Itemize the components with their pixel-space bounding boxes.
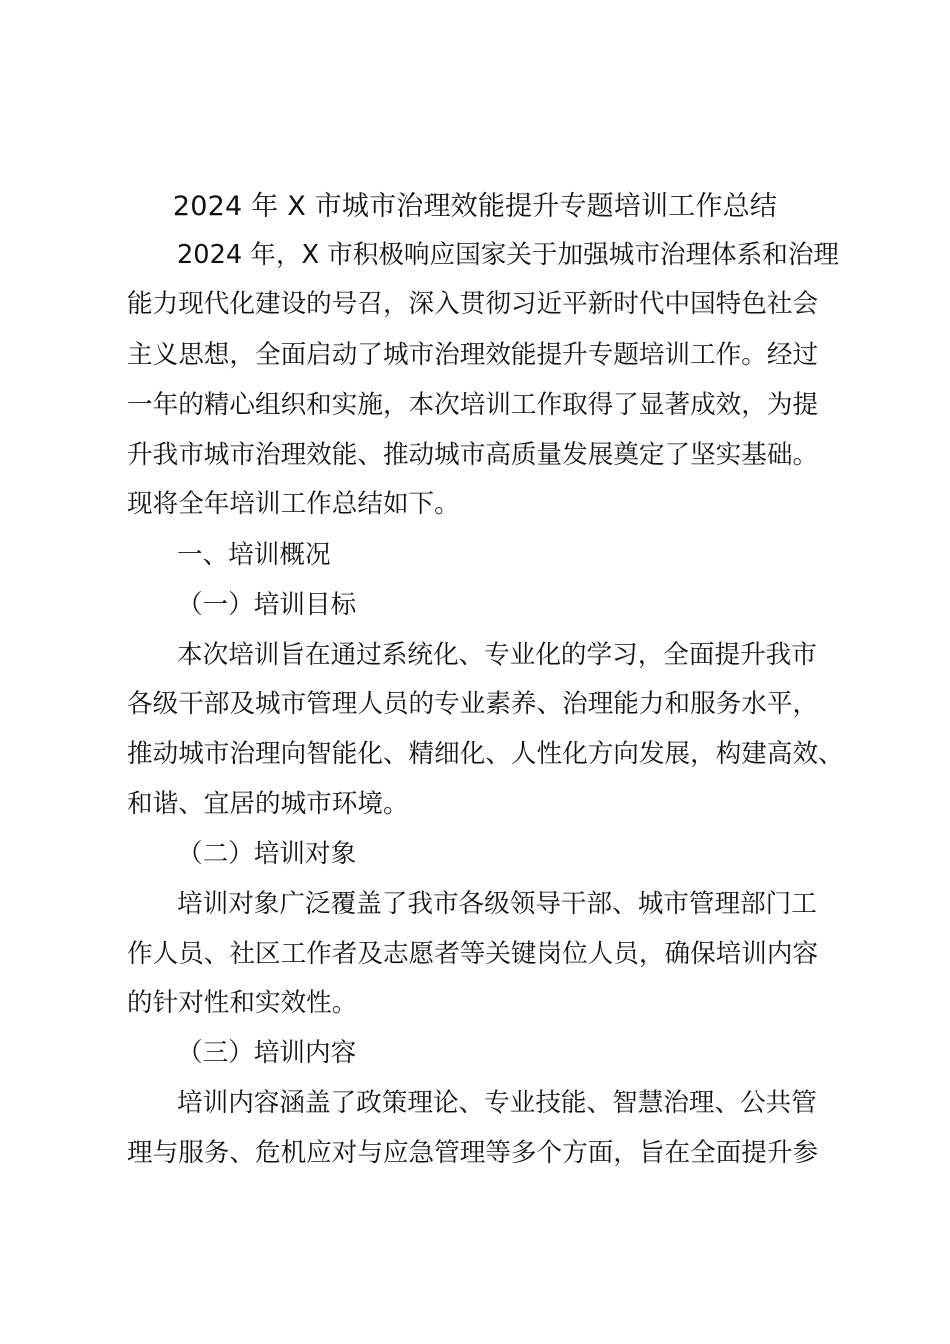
subsection-heading-goal: （一）培训目标 [177,590,357,620]
goal-line-3: 推动城市治理向智能化、精细化、人性化方向发展，构建高效、 [127,739,844,769]
target-line-1: 培训对象广泛覆盖了我市各级领导干部、城市管理部门工 [177,889,817,919]
content-line-1: 培训内容涵盖了政策理论、专业技能、智慧治理、公共管 [177,1088,817,1118]
subsection-heading-content: （三）培训内容 [177,1038,357,1068]
intro-line-5: 升我市城市治理效能、推动城市高质量发展奠定了坚实基础。 [127,440,819,470]
goal-line-4: 和谐、宜居的城市环境。 [127,789,409,819]
document-title: 2024 年 X 市城市治理效能提升专题培训工作总结 [172,191,778,222]
intro-line-2: 能力现代化建设的号召，深入贯彻习近平新时代中国特色社会 [127,289,819,319]
content-line-2: 理与服务、危机应对与应急管理等多个方面，旨在全面提升参 [127,1138,819,1168]
intro-line-4: 一年的精心组织和实施，本次培训工作取得了显著成效，为提 [127,390,819,420]
target-line-3: 的针对性和实效性。 [127,988,358,1018]
goal-line-2: 各级干部及城市管理人员的专业素养、治理能力和服务水平， [127,689,819,719]
intro-line-1: 2024 年，X 市积极响应国家关于加强城市治理体系和治理 [177,240,840,270]
target-line-2: 作人员、社区工作者及志愿者等关键岗位人员，确保培训内容 [127,939,819,969]
intro-line-6: 现将全年培训工作总结如下。 [127,489,460,519]
section-heading-1: 一、培训概况 [177,540,331,570]
subsection-heading-target: （二）培训对象 [177,839,357,869]
goal-line-1: 本次培训旨在通过系统化、专业化的学习，全面提升我市 [177,640,817,670]
intro-line-3: 主义思想，全面启动了城市治理效能提升专题培训工作。经过 [127,340,819,370]
